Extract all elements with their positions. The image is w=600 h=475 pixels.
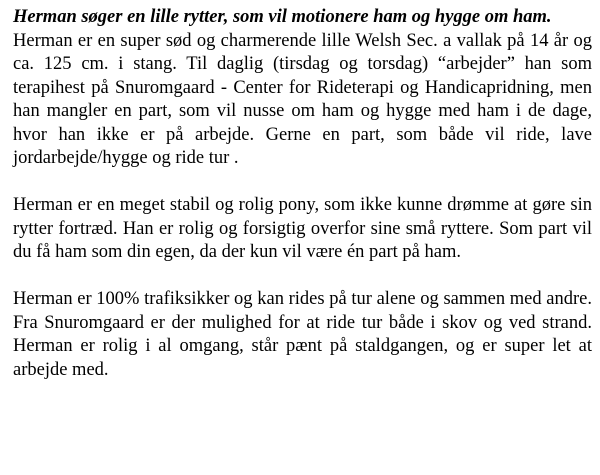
document-title: Herman søger en lille rytter, som vil motionere ham og hygge om ham. [13,7,552,27]
paragraph-traffic-safety: Herman er 100% trafiksikker og kan rides på tur alene og sammen med andre. Fra Snuromgaard er der mulighed for at ride tur både i skov og ved strand. Herman er rolig i al omgang, står pænt på staldgangen, og er super let at arbejde med. [13,289,592,380]
paragraph-temperament: Herman er en meget stabil og rolig pony, som ikke kunne drømme at gøre sin rytter fortræd. Han er rolig og forsigtig overfor sine små ryttere. Som part vil du få ham som din egen, da der kun vil være én part på ham. [13,195,592,262]
paragraph-intro: Herman er en super sød og charmerende lille Welsh Sec. a vallak på 14 år og ca. 125 cm. i stang. Til daglig (tirsdag og torsdag) “arbejder” han som terapihest på Snuromgaard - Center for Rideterapi og Handicapridning, men han mangler en part, som vil nusse om ham og hygge med ham i de dage, hvor han ikke er på arbejde. Gerne en part, som både vil ride, lave jordarbejde/hygge og ride tur . [13,30,592,168]
